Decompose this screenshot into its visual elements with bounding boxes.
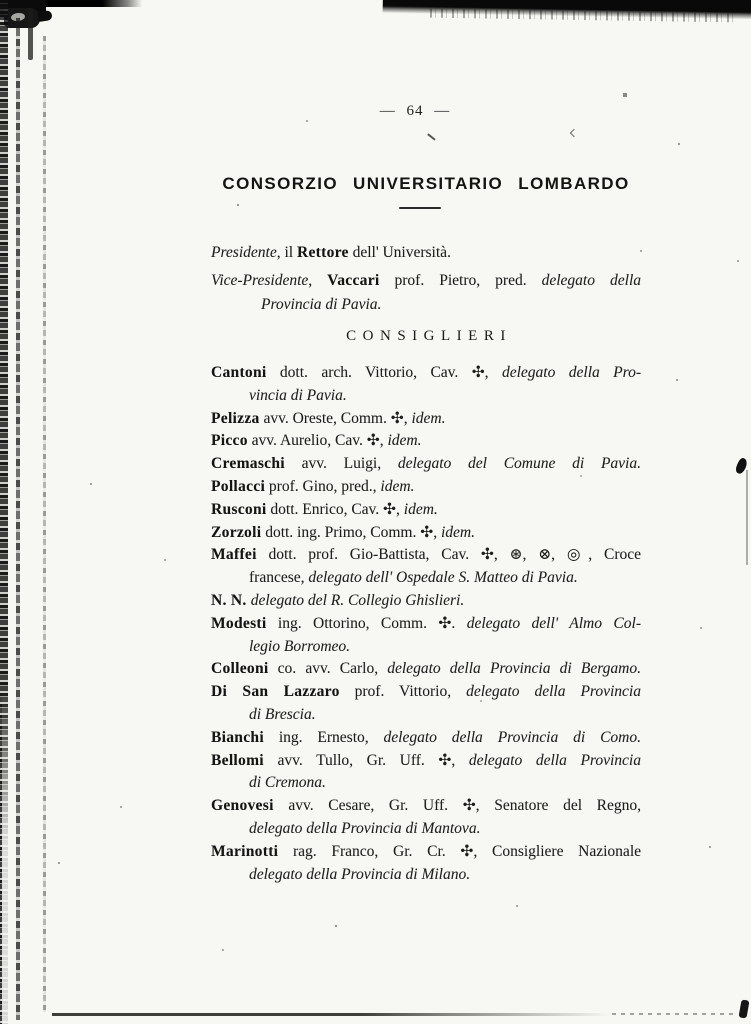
- text-segment: idem.: [411, 409, 446, 427]
- text-line: [211, 544, 641, 567]
- text-segment: rag. Franco, Gr. Cr. ✣, Consigliere Nazionale: [278, 842, 641, 860]
- section-heading-consiglieri: CONSIGLIERI: [346, 328, 512, 344]
- text-segment: dell' Università.: [348, 244, 451, 261]
- scan-artifact-left-line-2: [28, 8, 33, 60]
- text-line: [211, 704, 641, 727]
- text-segment: Bellomi: [211, 751, 264, 769]
- text-segment: Bianchi: [211, 728, 264, 746]
- text-segment: idem.: [387, 432, 422, 450]
- text-segment: Presidente: [211, 244, 277, 261]
- text-segment: idem.: [380, 477, 415, 495]
- text-segment: Rusconi: [211, 500, 267, 518]
- text-segment: Provincia di Pavia.: [261, 296, 382, 313]
- text-line: [211, 795, 641, 818]
- text-segment: prof. Vittorio,: [339, 683, 467, 701]
- text-segment: Vaccari: [327, 272, 380, 289]
- text-segment: avv. Cesare, Gr. Uff. ✣, Senatore del Regno,: [273, 797, 641, 815]
- text-segment: Modesti: [211, 614, 267, 632]
- text-segment: prof. Gino, pred.,: [265, 477, 381, 495]
- text-segment: Vice-Presidente: [211, 272, 309, 289]
- text-line: [211, 499, 641, 522]
- text-segment: Pollacci: [211, 477, 266, 495]
- officers-block: [211, 241, 641, 317]
- text-segment: delegato della Provincia: [466, 683, 641, 701]
- scan-artifact-corner-nub: [37, 10, 52, 22]
- text-segment: dott. Enrico, Cav. ✣,: [266, 500, 404, 518]
- text-segment: delegato della Provincia di Como.: [383, 728, 641, 746]
- text-segment: delegato della Provincia di Bergamo.: [387, 660, 641, 678]
- text-line: [211, 241, 641, 265]
- text-segment: avv. Oreste, Comm. ✣,: [259, 409, 412, 427]
- text-line: [211, 772, 641, 795]
- text-line: [211, 727, 641, 750]
- text-segment: delegato del R. Collegio Ghislieri.: [250, 591, 465, 609]
- text-segment: delegato della Provincia: [468, 751, 641, 769]
- text-line: [211, 362, 641, 385]
- text-segment: avv. Tullo, Gr. Uff. ✣,: [263, 751, 469, 769]
- text-segment: ing. Ottorino, Comm. ✣.: [266, 614, 467, 632]
- scan-artifact-left-line-3: [43, 36, 46, 1012]
- scan-artifact-left-edge-fade: [2, 690, 9, 1024]
- text-line: [211, 408, 641, 431]
- text-segment: idem.: [440, 523, 475, 541]
- text-segment: , il: [276, 244, 297, 261]
- text-segment: di Cremona.: [249, 774, 326, 792]
- text-segment: delegato della Provincia di Milano.: [249, 865, 471, 883]
- scan-artifact-bottom-line-fade: [612, 1013, 737, 1015]
- text-segment: Marinotti: [211, 842, 279, 860]
- text-segment: di Brescia.: [249, 705, 316, 723]
- text-segment: legio Borromeo.: [249, 637, 351, 655]
- text-segment: Maffei: [211, 546, 257, 564]
- text-line: [211, 293, 641, 317]
- text-line: [211, 453, 641, 476]
- text-segment: prof. Pietro, pred.: [379, 272, 542, 289]
- title-divider-rule: [399, 207, 441, 209]
- text-line: [211, 681, 641, 704]
- scan-artifact-bottom-right-mark: [738, 999, 749, 1018]
- page-number: — 64 —: [379, 103, 451, 119]
- scan-artifact-bottom-line: [52, 1013, 612, 1016]
- text-segment: avv. Luigi,: [284, 455, 398, 473]
- page-title: CONSORZIO UNIVERSITARIO LOMBARDO: [222, 174, 630, 193]
- text-segment: N. N.: [211, 591, 251, 609]
- text-line: [211, 841, 641, 864]
- text-segment: vincia di Pavia.: [249, 386, 347, 404]
- text-segment: Genovesi: [211, 797, 274, 815]
- text-line: [211, 269, 641, 293]
- text-segment: dott. arch. Vittorio, Cav. ✣,: [266, 364, 502, 381]
- text-segment: delegato della Pro-: [501, 364, 641, 381]
- text-line: [211, 818, 641, 841]
- text-line: [211, 658, 641, 681]
- councillor-list: [211, 362, 641, 886]
- text-segment: ing. Ernesto,: [263, 728, 384, 746]
- scan-artifact-slash-mark: [427, 133, 435, 140]
- text-segment: ,: [308, 272, 328, 289]
- text-line: [211, 567, 641, 590]
- text-segment: dott. prof. Gio-Battista, Cav. ✣, ⊛, ⊗, ◎, Croce: [256, 546, 641, 564]
- text-segment: Picco: [211, 432, 248, 450]
- scan-artifact-left-line-1: [16, 18, 20, 1020]
- text-segment: co. avv. Carlo,: [268, 660, 388, 678]
- scan-artifact-right-line: [746, 470, 748, 565]
- text-line: [211, 522, 641, 545]
- scan-artifact-specks: [0, 0, 2, 2]
- text-line: [211, 476, 641, 499]
- scan-artifact-chevron-mark: [570, 129, 578, 137]
- text-segment: dott. ing. Primo, Comm. ✣,: [261, 523, 441, 541]
- text-line: [211, 430, 641, 453]
- text-line: [211, 590, 641, 613]
- text-line: [211, 636, 641, 659]
- text-segment: idem.: [403, 500, 438, 518]
- text-segment: delegato del Comune di Pavia.: [397, 455, 641, 473]
- text-line: [211, 613, 641, 636]
- text-segment: delegato della Provincia di Mantova.: [249, 819, 481, 837]
- text-segment: delegato dell' Almo Col-: [466, 614, 641, 632]
- text-segment: Rettore: [296, 244, 349, 261]
- text-segment: Colleoni: [211, 660, 269, 678]
- text-segment: delegato della: [541, 272, 641, 289]
- text-segment: avv. Aurelio, Cav. ✣,: [247, 432, 388, 450]
- text-segment: Di San Lazzaro: [211, 683, 340, 701]
- text-segment: Cremaschi: [211, 455, 285, 473]
- text-line: [211, 864, 641, 887]
- text-segment: Zorzoli: [211, 523, 262, 541]
- text-line: [211, 750, 641, 773]
- text-segment: delegato dell' Ospedale S. Matteo di Pavia.: [308, 569, 578, 587]
- text-segment: francese,: [249, 569, 309, 587]
- text-line: [211, 385, 641, 408]
- text-segment: Pelizza: [211, 409, 260, 427]
- text-segment: Cantoni: [211, 364, 267, 381]
